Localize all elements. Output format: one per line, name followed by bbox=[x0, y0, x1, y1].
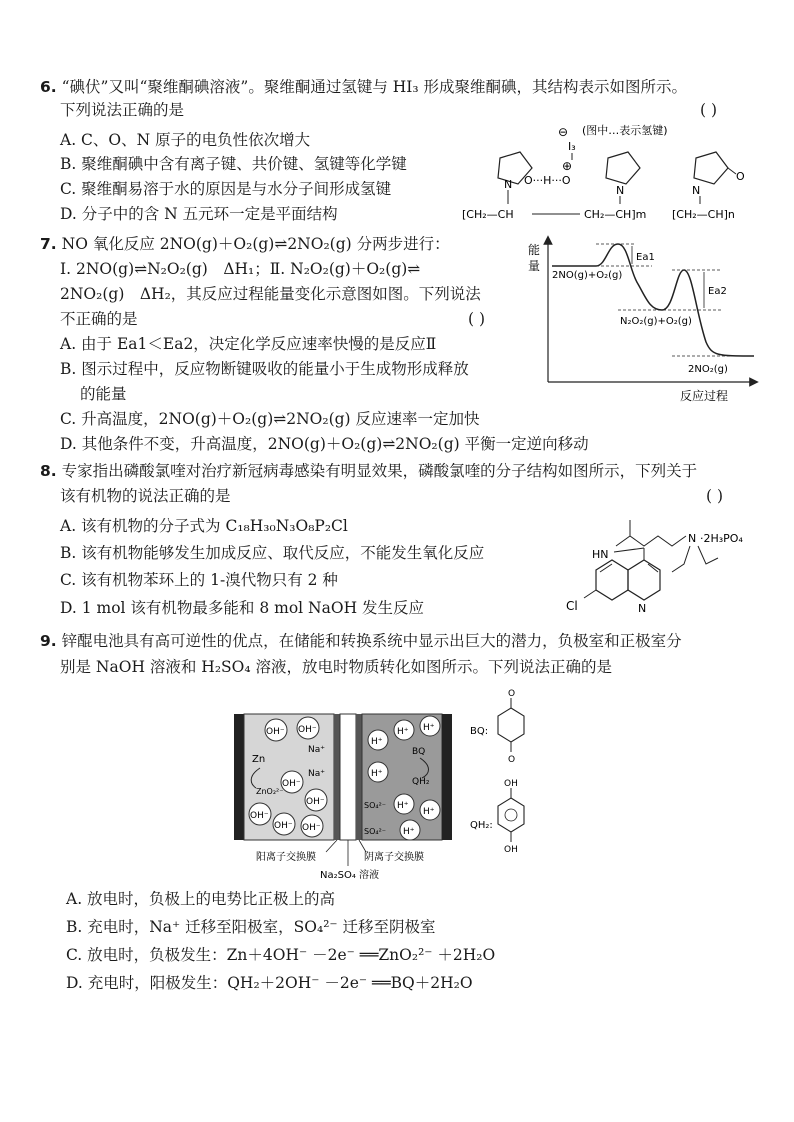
q6-chain-1: [CH₂—CH bbox=[462, 208, 514, 221]
q9-oh-7: OH⁻ bbox=[302, 823, 321, 833]
q7-level3-label: 2NO₂(g) bbox=[688, 364, 728, 375]
q7-xlabel: 反应过程 bbox=[680, 389, 729, 403]
q6-option-c: C. 聚维酮易溶于水的原因是与水分子间形成氢键 bbox=[60, 180, 392, 198]
q9-qh2-aromatic bbox=[505, 809, 517, 821]
q9-so4-2: SO₄²⁻ bbox=[364, 827, 387, 836]
q7-stem1: NO 氧化反应 2NO(g)＋O₂(g)⇌2NO₂(g) 分两步进行： bbox=[61, 235, 450, 253]
q9-line1 bbox=[40, 630, 682, 652]
q6-answer-paren: ( ) bbox=[700, 101, 718, 119]
q7-ylabel-2: 量 bbox=[528, 259, 541, 273]
q8-option-a: A. 该有机物的分子式为 C₁₈H₃₀N₃O₈P₂Cl bbox=[60, 517, 348, 535]
q9-cation-label: 阳离子交换膜 bbox=[256, 852, 316, 863]
q6-option-b: B. 聚维酮碘中含有离子键、共价键、氢键等化学键 bbox=[60, 155, 407, 173]
q6-structure-figure bbox=[460, 118, 770, 228]
q8-ring-n: N bbox=[638, 602, 647, 615]
q6-number: 6. bbox=[40, 78, 57, 96]
q6-i3: I₃ bbox=[568, 140, 576, 153]
q7-option-c: C. 升高温度，2NO(g)＋O₂(g)⇌2NO₂(g) 反应速率一定加快 bbox=[60, 410, 480, 428]
q9-oh-2: OH⁻ bbox=[298, 725, 317, 735]
q8-stem2: 该有机物的说法正确的是 bbox=[60, 487, 231, 505]
q9-qh2-oh-top: OH bbox=[504, 779, 518, 789]
q7-option-a: A. 由于 Ea1＜Ea2，决定化学反应速率快慢的是反应Ⅱ bbox=[60, 335, 437, 353]
q8-stem1: 专家指出磷酸氯喹对治疗新冠病毒感染有明显效果，磷酸氯喹的分子结构如图所示，下列关于 bbox=[61, 462, 698, 480]
q6-ring3-o: O bbox=[736, 170, 745, 183]
q8-ethyl-1 bbox=[672, 546, 690, 572]
q9-oh-6: OH⁻ bbox=[274, 821, 293, 831]
q8-pyridine-ring bbox=[628, 560, 660, 600]
q6-stem-line1 bbox=[40, 76, 687, 98]
q7-energy-diagram bbox=[522, 232, 762, 404]
q9-anion-pointer bbox=[359, 840, 366, 852]
q8-option-b: B. 该有机物能够发生加成反应、取代反应，不能发生氧化反应 bbox=[60, 544, 485, 562]
q9-option-a: A. 放电时，负极上的电势比正极上的高 bbox=[66, 890, 336, 908]
q9-oh-4: OH⁻ bbox=[306, 797, 325, 807]
q6-ring2-n: N bbox=[616, 184, 625, 197]
q7-ylabel-1: 能 bbox=[528, 243, 541, 257]
q6-o-h-o: O···H···O bbox=[524, 174, 571, 187]
q9-bq-label: BQ: bbox=[470, 726, 489, 737]
q7-option-b: B. 图示过程中，反应物断键吸收的能量小于生成物形成释放 bbox=[60, 360, 469, 378]
q9-number: 9. bbox=[40, 632, 57, 650]
q9-h-7: H⁺ bbox=[403, 827, 415, 837]
q9-cation-pointer bbox=[326, 840, 337, 852]
q8-cl: Cl bbox=[566, 599, 578, 613]
q6-ring-3 bbox=[694, 152, 728, 184]
q6-ring3-n: N bbox=[692, 184, 701, 197]
q7-option-d: D. 其他条件不变，升高温度，2NO(g)＋O₂(g)⇌2NO₂(g) 平衡一定逆向移动 bbox=[60, 435, 589, 453]
q8-double-bond-1 bbox=[600, 564, 612, 572]
q9-qh2-ring bbox=[498, 798, 524, 832]
q9-so4-1: SO₄²⁻ bbox=[364, 801, 387, 810]
q9-na2so4-label: Na₂SO₄ 溶液 bbox=[320, 870, 380, 881]
q6-note: (图中…表示氢键) bbox=[582, 124, 668, 137]
q7-line1 bbox=[40, 233, 450, 255]
q8-hn-link bbox=[614, 548, 644, 552]
q9-h-4: H⁺ bbox=[371, 769, 383, 779]
q7-ea2: Ea2 bbox=[708, 286, 727, 297]
q9-h-2: H⁺ bbox=[397, 727, 409, 737]
q6-chain-2: CH₂—CH]m bbox=[584, 208, 647, 221]
q7-level1-label: 2NO(g)+O₂(g) bbox=[552, 270, 623, 281]
q9-positive-electrode bbox=[442, 714, 452, 840]
q6-chain-3: [CH₂—CH]n bbox=[672, 208, 735, 221]
q7-stem4: 不正确的是 bbox=[60, 310, 138, 328]
q9-bq: BQ bbox=[412, 747, 426, 757]
q9-option-c: C. 放电时，负极发生：Zn＋4OH⁻ －2e⁻ ══ZnO₂²⁻ ＋2H₂O bbox=[66, 946, 496, 964]
q7-answer-paren: ( ) bbox=[468, 310, 486, 328]
q9-anion-membrane bbox=[356, 714, 362, 840]
q9-bq-o-top: O bbox=[508, 689, 516, 699]
q9-zn: Zn bbox=[252, 754, 266, 765]
q6-plus-sign: ⊕ bbox=[562, 159, 573, 173]
q7-stem3: 2NO₂(g) ΔH₂，其反应过程能量变化示意图如图。下列说法 bbox=[60, 285, 481, 303]
q9-cation-membrane bbox=[334, 714, 340, 840]
q9-h-3: H⁺ bbox=[423, 723, 435, 733]
q9-oh-1: OH⁻ bbox=[266, 727, 285, 737]
q8-n-plus: N bbox=[688, 532, 697, 545]
q9-oh-5: OH⁻ bbox=[250, 811, 269, 821]
q9-battery-figure bbox=[226, 682, 556, 882]
q9-qh2: QH₂ bbox=[412, 777, 430, 787]
q9-h-1: H⁺ bbox=[371, 737, 383, 747]
q6-option-d: D. 分子中的含 N 五元环一定是平面结构 bbox=[60, 205, 338, 223]
q8-option-d: D. 1 mol 该有机物最多能和 8 mol NaOH 发生反应 bbox=[60, 599, 425, 617]
q9-stem1: 锌醌电池具有高可逆性的优点，在储能和转换系统中显示出巨大的潜力，负极室和正极室分 bbox=[61, 632, 682, 650]
q7-ea1: Ea1 bbox=[636, 252, 655, 263]
q9-anion-label: 阴离子交换膜 bbox=[364, 852, 424, 863]
q9-h-6: H⁺ bbox=[423, 807, 435, 817]
q8-option-c: C. 该有机物苯环上的 1-溴代物只有 2 种 bbox=[60, 571, 338, 589]
q7-option-b-cont: 的能量 bbox=[80, 385, 127, 403]
q8-side-chain bbox=[616, 536, 686, 546]
q8-ethyl-2 bbox=[698, 546, 718, 564]
q7-number: 7. bbox=[40, 235, 57, 253]
q6-option-a: A. C、O、N 原子的电负性依次增大 bbox=[60, 131, 311, 149]
q6-ring-2 bbox=[606, 152, 640, 184]
q8-hn: HN bbox=[592, 548, 609, 561]
q8-number: 8. bbox=[40, 462, 57, 480]
q6-ring3-co-bond bbox=[728, 168, 736, 174]
q6-stem2: 下列说法正确的是 bbox=[60, 101, 185, 119]
q8-answer-paren: ( ) bbox=[706, 487, 724, 505]
q9-h-5: H⁺ bbox=[397, 801, 409, 811]
q9-option-b: B. 充电时，Na⁺ 迁移至阳极室，SO₄²⁻ 迁移至阴极室 bbox=[66, 918, 436, 936]
q9-middle-chamber bbox=[340, 714, 356, 840]
q9-stem2: 别是 NaOH 溶液和 H₂SO₄ 溶液，放电时物质转化如图所示。下列说法正确的是 bbox=[60, 658, 613, 676]
q7-stem2: Ⅰ. 2NO(g)⇌N₂O₂(g) ΔH₁；Ⅱ. N₂O₂(g)＋O₂(g)⇌ bbox=[60, 260, 421, 278]
q6-ring1-n: N bbox=[504, 178, 513, 191]
q9-zn-electrode bbox=[234, 714, 244, 840]
q9-zno2: ZnO₂²⁻ bbox=[256, 787, 284, 796]
q6-minus-sign: ⊖ bbox=[558, 125, 569, 139]
q8-acid: ·2H₃PO₄ bbox=[700, 532, 743, 545]
q8-cl-bond bbox=[584, 590, 596, 598]
q8-line1 bbox=[40, 460, 697, 482]
q8-structure-figure bbox=[548, 512, 778, 624]
q9-na-1: Na⁺ bbox=[308, 745, 325, 755]
q9-oh-3: OH⁻ bbox=[282, 779, 301, 789]
q6-stem1: “碘伏”又叫“聚维酮碘溶液”。聚维酮通过氢键与 HI₃ 形成聚维酮碘，其结构表示如图所示。 bbox=[61, 78, 688, 96]
q7-level2-label: N₂O₂(g)+O₂(g) bbox=[620, 316, 692, 327]
q9-bq-o-bottom: O bbox=[508, 755, 516, 765]
q8-benzene-ring bbox=[596, 560, 628, 600]
q9-bq-ring bbox=[498, 708, 524, 742]
q9-option-d: D. 充电时，阳极发生：QH₂＋2OH⁻ －2e⁻ ══BQ＋2H₂O bbox=[66, 974, 473, 992]
q9-na-2: Na⁺ bbox=[308, 769, 325, 779]
q9-qh2-oh-bottom: OH bbox=[504, 845, 518, 855]
q9-qh2-label: QH₂: bbox=[470, 820, 493, 831]
